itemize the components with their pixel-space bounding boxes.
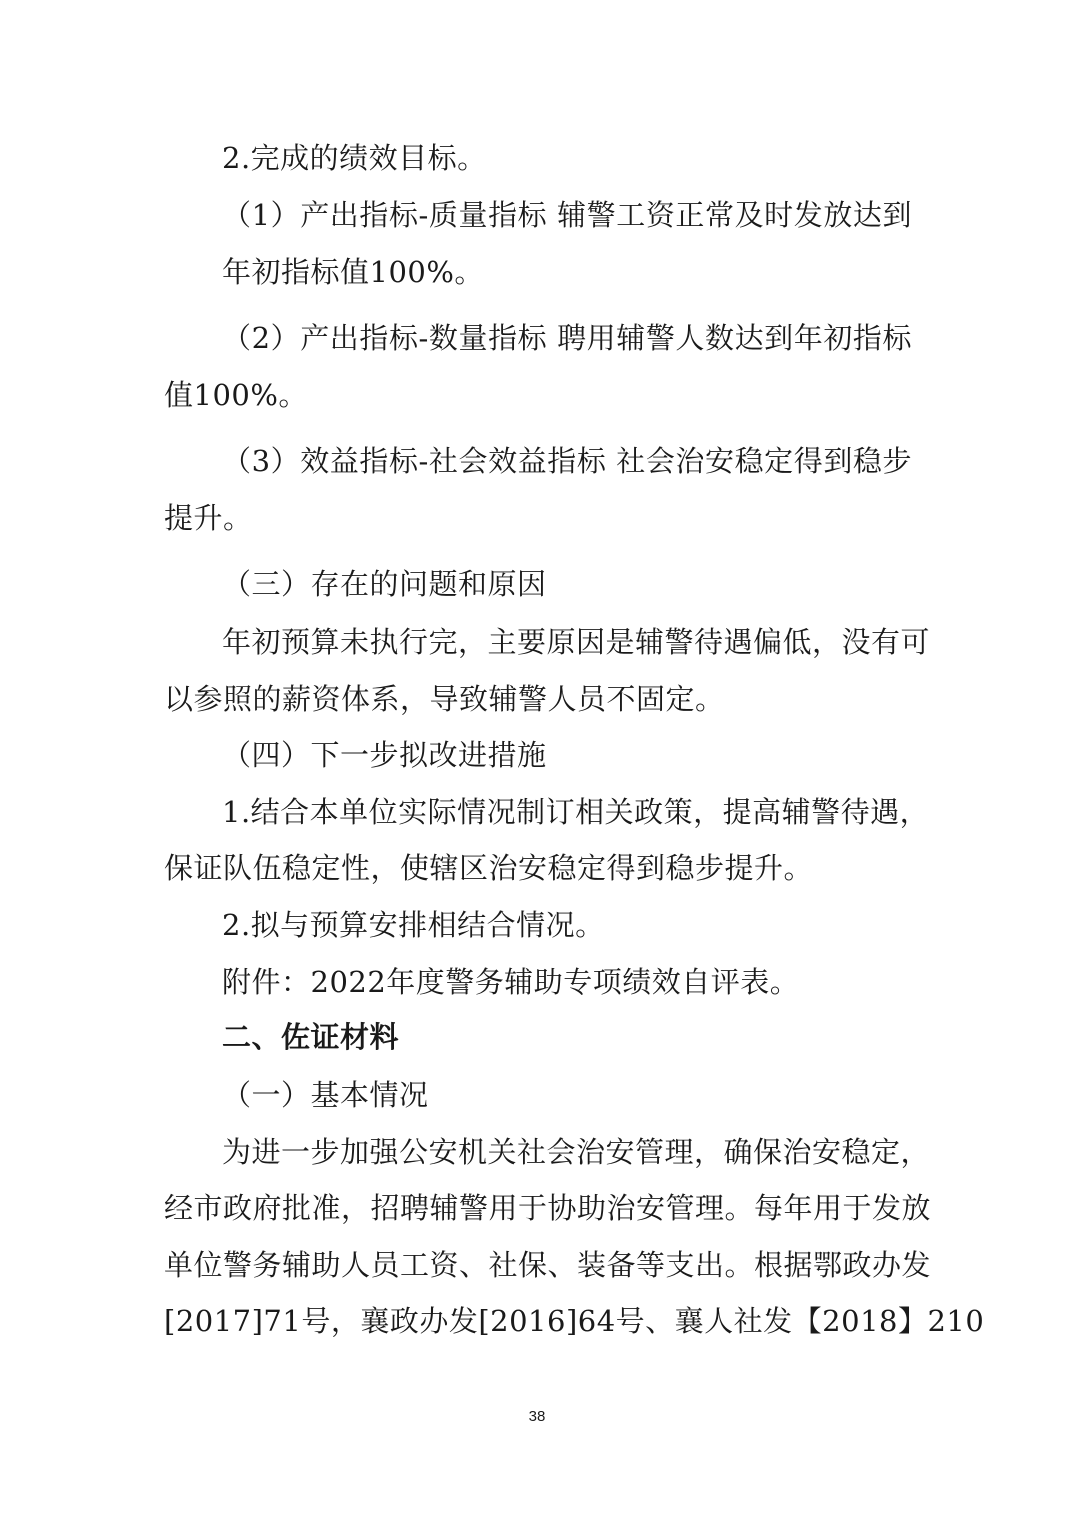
body-line: 2.完成的绩效目标。 (222, 141, 487, 175)
section-heading: （四）下一步拟改进措施 (222, 738, 547, 772)
body-line: [2017]71号，襄政办发[2016]64号、襄人社发【2018】210 (164, 1304, 985, 1338)
body-line: 2.拟与预算安排相结合情况。 (222, 908, 605, 942)
page-number: 38 (528, 1408, 546, 1425)
body-line: 经市政府批准，招聘辅警用于协助治安管理。每年用于发放 (164, 1191, 932, 1225)
attachment-note: 附件：2022年度警务辅助专项绩效自评表。 (222, 965, 800, 999)
section-heading: （三）存在的问题和原因 (222, 567, 547, 601)
body-line: 年初指标值100%。 (222, 255, 484, 289)
body-line: （1）产出指标-质量指标 辅警工资正常及时发放达到 (222, 198, 912, 232)
body-line: 为进一步加强公安机关社会治安管理，确保治安稳定， (222, 1135, 931, 1169)
body-line: 单位警务辅助人员工资、社保、装备等支出。根据鄂政办发 (164, 1248, 932, 1282)
chapter-heading: 二、佐证材料 (222, 1020, 400, 1054)
section-heading: （一）基本情况 (222, 1078, 429, 1112)
body-line: 提升。 (164, 501, 253, 535)
body-line: （3）效益指标-社会效益指标 社会治安稳定得到稳步 (222, 444, 912, 478)
body-line: 值100%。 (164, 378, 308, 412)
body-line: （2）产出指标-数量指标 聘用辅警人数达到年初指标 (222, 321, 912, 355)
body-line: 年初预算未执行完，主要原因是辅警待遇偏低，没有可 (222, 625, 931, 659)
body-line: 以参照的薪资体系，导致辅警人员不固定。 (164, 682, 725, 716)
body-line: 保证队伍稳定性，使辖区治安稳定得到稳步提升。 (164, 851, 814, 885)
body-line: 1.结合本单位实际情况制订相关政策，提高辅警待遇， (222, 795, 930, 829)
